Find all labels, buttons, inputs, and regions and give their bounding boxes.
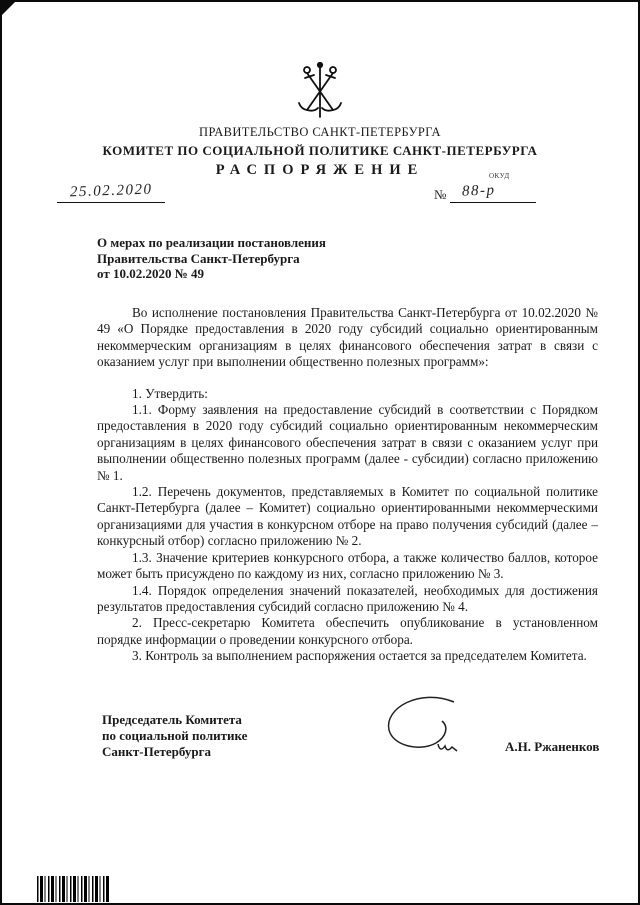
government-line: ПРАВИТЕЛЬСТВО САНКТ-ПЕТЕРБУРГА	[199, 125, 441, 139]
barcode	[37, 876, 109, 902]
paragraph-preamble: Во исполнение постановления Правительства Санкт-Петербурга от 10.02.2020 № 49 «О Порядке предоставления в 2020 году субсидий социально ориентированным некоммерческим организациям в целях финансового обеспечения затрат в связи с оказанием услуг при выполнении общественно полезных программ»:	[97, 305, 598, 370]
signatory-title-line-2: по социальной политике	[102, 728, 248, 743]
document-type-row	[2, 161, 638, 183]
subject-line-1: О мерах по реализации постановления	[97, 235, 326, 250]
number-field	[434, 182, 536, 203]
signatory-title-line-1: Председатель Комитета	[102, 712, 242, 727]
signatory-title-line-3: Санкт-Петербурга	[102, 744, 211, 759]
document-body	[97, 305, 598, 665]
paragraph-item-1-2: 1.2. Перечень документов, представляемых в Комитет по социальной политике Санкт-Петербурга (далее – Комитет) социально ориентированными некоммерческими организациями для участия в конкурсном отборе на право получения субсидий (далее – конкурсный отбор) согласно приложению № 2.	[97, 484, 598, 549]
date-field	[57, 182, 165, 203]
number-line	[450, 182, 536, 203]
signatory-name: А.Н. Ржаненков	[505, 739, 600, 754]
date-number-row	[2, 182, 638, 214]
paragraph-item-1: 1. Утвердить:	[132, 385, 208, 401]
subject-block	[97, 235, 326, 282]
spb-coat-of-arms-icon	[295, 62, 345, 125]
handwritten-date: 25.02.2020	[69, 181, 153, 201]
paragraph-item-1-4: 1.4. Порядок определения значений показателей, необходимых для достижения результатов предоставления субсидий согласно приложению № 4.	[97, 582, 598, 614]
scan-corner-artifact	[2, 2, 15, 15]
subject-line-3: от 10.02.2020 № 49	[97, 266, 205, 282]
subject-line-2: Правительства Санкт-Петербурга	[97, 250, 300, 266]
document-type-title: РАСПОРЯЖЕНИЕ	[215, 162, 425, 178]
paragraph-item-1-1: 1.1. Форму заявления на предоставление субсидий в соответствии с Порядком предоставления в 2020 году субсидий социально ориентированным некоммерческим организациям в целях финансового обеспечения затрат в связи с оказанием услуг при выполнении общественно полезных программ (далее - субсидии) согласно приложению № 1.	[97, 402, 598, 483]
committee-line: КОМИТЕТ ПО СОЦИАЛЬНОЙ ПОЛИТИКЕ САНКТ-ПЕТЕРБУРГА	[102, 143, 538, 158]
handwritten-signature-icon	[374, 694, 484, 769]
handwritten-number: 88-р	[462, 182, 497, 200]
okud-label: ОКУД	[489, 172, 510, 180]
paragraph-item-3: 3. Контроль за выполнением распоряжения остается за председателем Комитета.	[132, 648, 587, 664]
paragraph-item-1-3: 1.3. Значение критериев конкурсного отбора, а также количество баллов, которое может быть присуждено по каждому из них, согласно приложению № 3.	[97, 549, 598, 582]
paragraph-item-2: 2. Пресс-секретарю Комитета обеспечить опубликование в установленном порядке информации о проведении конкурсного отбора.	[97, 615, 598, 647]
signatory-title	[102, 712, 247, 760]
number-sign: №	[434, 187, 447, 202]
